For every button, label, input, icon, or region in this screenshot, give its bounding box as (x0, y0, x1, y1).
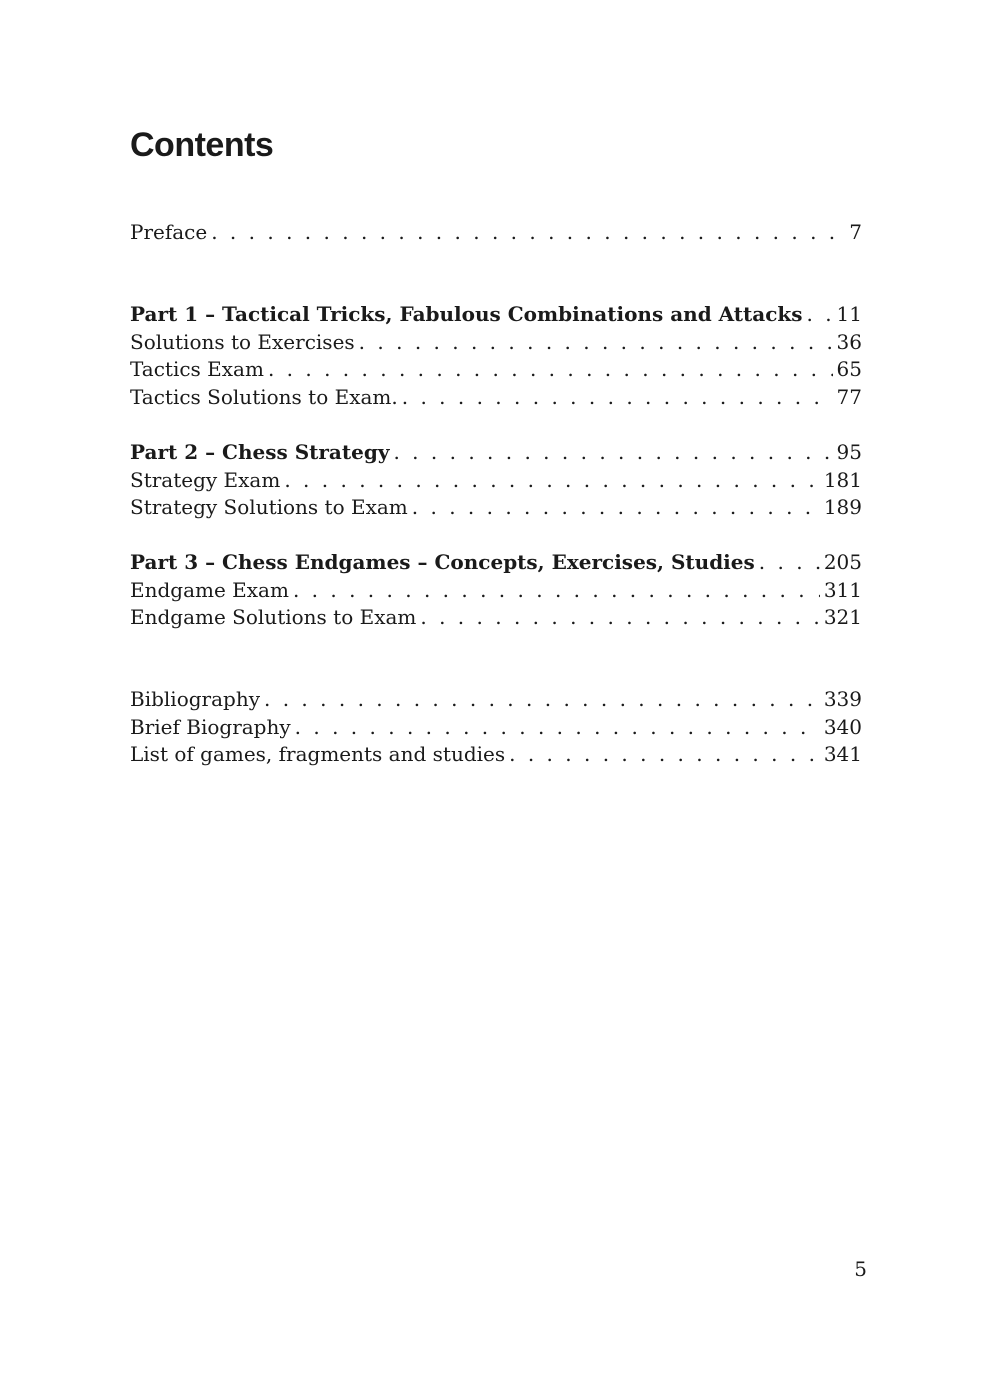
toc-entry-page: 189 (823, 495, 862, 519)
toc-entry-page: 181 (823, 467, 862, 492)
toc-entry-label: Brief Biography (130, 714, 291, 739)
dot-leader (807, 301, 833, 329)
toc-entry-page: 311 (823, 577, 862, 602)
toc-entry-page: 340 (823, 714, 862, 739)
toc-entry-page: 205 (823, 550, 862, 574)
toc-entry-label: Endgame Exam (130, 577, 289, 602)
dot-leader (393, 439, 832, 467)
toc-entry-bibliography[interactable] (130, 686, 862, 714)
toc-entry-strategy-solutions[interactable] (130, 494, 862, 522)
toc-entry-endgame-exam[interactable] (130, 577, 862, 605)
toc-entry-label: Part 1 – Tactical Tricks, Fabulous Combinations and Attacks (130, 302, 803, 326)
dot-leader (211, 219, 845, 247)
dot-leader (264, 686, 820, 714)
toc-entry-page: 341 (823, 742, 862, 766)
toc-entry-label: Endgame Solutions to Exam (130, 605, 417, 629)
dot-leader (412, 494, 820, 522)
toc-entry-tactics-exam[interactable] (130, 356, 862, 384)
toc-entry-label: Part 3 – Chess Endgames – Concepts, Exercises, Studies (130, 550, 755, 574)
toc-entry-label: Bibliography (130, 687, 260, 711)
toc-entry-brief-biography[interactable] (130, 714, 862, 742)
toc-section-part-1 (130, 301, 862, 411)
toc-entry-page: 77 (836, 384, 862, 409)
toc-section-preface (130, 219, 862, 247)
toc-entry-tactics-solutions[interactable] (130, 384, 862, 412)
toc-entry-part-1[interactable] (130, 301, 862, 329)
dot-leader (295, 714, 820, 742)
toc-entry-part-3[interactable] (130, 549, 862, 577)
toc-entry-label: Strategy Exam (130, 467, 281, 492)
toc-entry-strategy-exam[interactable] (130, 467, 862, 495)
dot-leader (359, 329, 833, 357)
toc-entry-label: Tactics Exam (130, 357, 264, 381)
dot-leader (402, 384, 833, 412)
toc-entry-page: 7 (849, 220, 862, 244)
dot-leader (509, 741, 820, 769)
toc-entry-solutions-to-exercises[interactable] (130, 329, 862, 357)
dot-leader (284, 467, 819, 495)
toc-section-part-2 (130, 439, 862, 522)
toc-entry-page: 36 (836, 329, 862, 354)
toc-entry-page: 11 (836, 302, 862, 326)
toc-entry-page: 95 (836, 440, 862, 464)
toc-entry-label: Part 2 – Chess Strategy (130, 440, 390, 464)
dot-leader (293, 577, 820, 605)
dot-leader (420, 604, 819, 632)
toc-entry-label: Tactics Solutions to Exam. (130, 384, 398, 409)
toc-entry-label: Preface (130, 220, 208, 244)
toc-entry-page: 339 (823, 687, 862, 711)
toc-entry-label: List of games, fragments and studies (130, 742, 506, 766)
toc-entry-label: Strategy Solutions to Exam (130, 495, 408, 519)
toc-entry-list-of-games[interactable] (130, 741, 862, 769)
page-number: 5 (854, 1257, 867, 1281)
page-title: Contents (130, 126, 274, 164)
toc-entry-part-2[interactable] (130, 439, 862, 467)
toc-entry-page: 321 (823, 605, 862, 629)
toc-section-back-matter (130, 686, 862, 769)
toc-entry-page: 65 (836, 357, 862, 381)
toc-section-part-3 (130, 549, 862, 632)
toc-entry-label: Solutions to Exercises (130, 329, 355, 354)
dot-leader (759, 549, 820, 577)
toc-entry-endgame-solutions[interactable] (130, 604, 862, 632)
dot-leader (268, 356, 833, 384)
toc-entry-preface[interactable] (130, 219, 862, 247)
